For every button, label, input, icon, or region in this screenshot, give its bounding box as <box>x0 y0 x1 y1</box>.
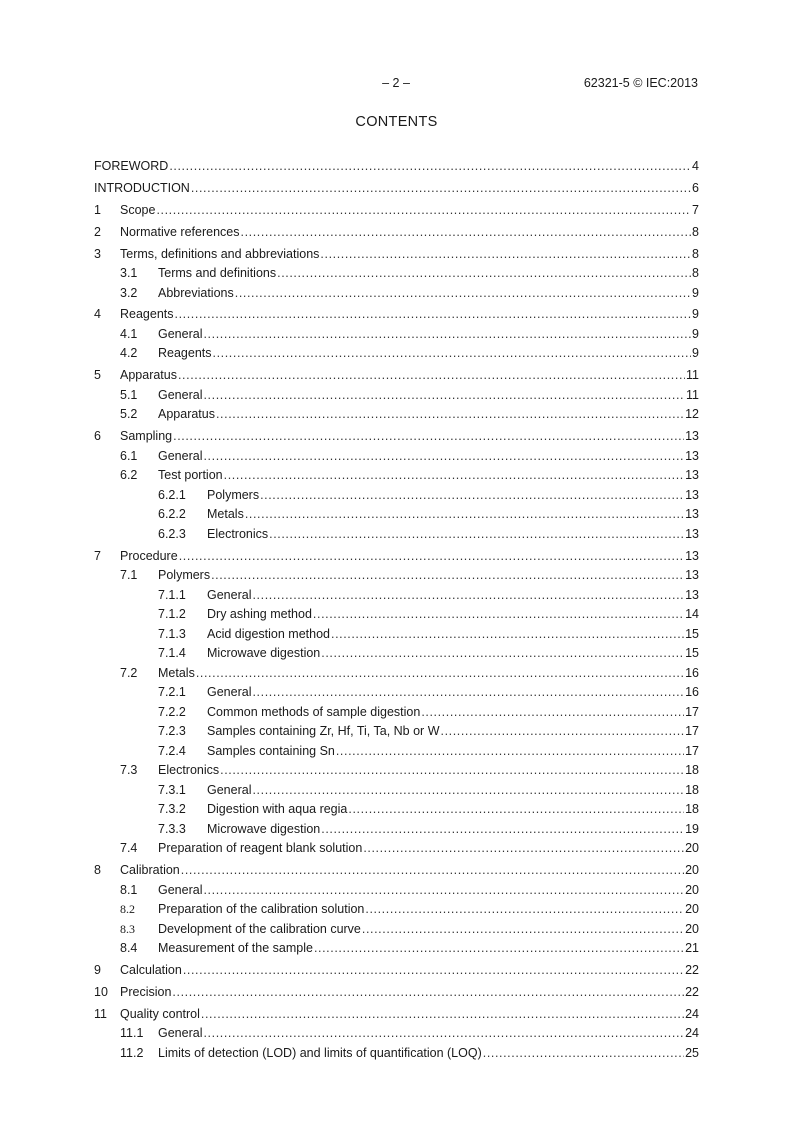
toc-dot-leader <box>179 547 684 567</box>
toc-entry-page: 7 <box>692 202 699 217</box>
toc-entry[interactable] <box>94 264 699 284</box>
toc-entry[interactable] <box>94 223 699 243</box>
toc-entry[interactable] <box>94 703 699 723</box>
toc-entry-title: INTRODUCTION <box>94 180 190 195</box>
toc-entry-page: 24 <box>685 1006 699 1021</box>
toc-entry[interactable] <box>94 625 699 645</box>
toc-entry-page: 20 <box>685 902 699 917</box>
toc-entry-title: Apparatus <box>158 407 215 422</box>
toc-entry-number: 4.2 <box>120 346 138 361</box>
toc-entry-title: Metals <box>207 507 244 522</box>
toc-entry-title: General <box>158 387 203 402</box>
toc-entry-page: 12 <box>685 407 699 422</box>
toc-entry[interactable] <box>94 722 699 742</box>
toc-entry-page: 9 <box>692 285 699 300</box>
toc-entry[interactable] <box>94 1044 699 1064</box>
toc-entry-page: 13 <box>685 468 699 483</box>
toc-entry-title: Abbreviations <box>158 285 234 300</box>
toc-entry-title: Sampling <box>120 429 173 444</box>
toc-entry[interactable] <box>94 386 699 406</box>
toc-entry-number: 6.2 <box>120 468 138 483</box>
toc-entry-number: 6.1 <box>120 448 138 463</box>
toc-entry-page: 11 <box>686 387 699 402</box>
toc-dot-leader <box>277 264 691 284</box>
toc-entry[interactable] <box>94 547 699 567</box>
toc-entry-number: 8.4 <box>120 941 138 956</box>
toc-entry-title: General <box>207 587 252 602</box>
toc-dot-leader <box>183 961 684 981</box>
toc-dot-leader <box>178 366 685 386</box>
toc-dot-leader <box>203 447 684 467</box>
toc-entry-page: 16 <box>685 685 699 700</box>
toc-entry[interactable] <box>94 586 699 606</box>
toc-entry-number: 7.1.2 <box>158 607 186 622</box>
toc-entry-page: 13 <box>685 487 699 502</box>
toc-entry-page: 8 <box>692 246 699 261</box>
toc-entry-number: 6.2.3 <box>158 526 186 541</box>
toc-entry-title: Samples containing Sn <box>207 743 335 758</box>
toc-entry[interactable] <box>94 644 699 664</box>
toc-entry[interactable] <box>94 683 699 703</box>
toc-entry-page: 8 <box>692 266 699 281</box>
toc-entry[interactable] <box>94 284 699 304</box>
toc-entry-title: General <box>158 1026 203 1041</box>
toc-entry-title: Limits of detection (LOD) and limits of quantification (LOQ) <box>158 1045 482 1060</box>
toc-entry-title: Preparation of reagent blank solution <box>158 841 363 856</box>
toc-dot-leader <box>203 325 691 345</box>
toc-entry[interactable] <box>94 405 699 425</box>
toc-dot-leader <box>252 586 684 606</box>
toc-entry[interactable] <box>94 1024 699 1044</box>
toc-entry-title: Metals <box>158 665 195 680</box>
toc-entry[interactable] <box>94 201 699 221</box>
toc-entry[interactable] <box>94 427 699 447</box>
toc-entry-number: 6.2.1 <box>158 487 186 502</box>
toc-entry-title: Terms and definitions <box>158 266 277 281</box>
toc-entry-number: 6 <box>94 429 101 444</box>
toc-entry-page: 22 <box>685 984 699 999</box>
toc-dot-leader <box>235 284 691 304</box>
toc-entry-number: 4 <box>94 307 101 322</box>
toc-entry-title: Scope <box>120 202 156 217</box>
toc-dot-leader <box>203 1024 684 1044</box>
toc-entry-number: 7 <box>94 548 101 563</box>
toc-entry-number: 11.1 <box>120 1026 144 1041</box>
toc-entry-page: 17 <box>685 743 699 758</box>
toc-entry-number: 10 <box>94 984 108 999</box>
toc-entry-title: Polymers <box>158 568 211 583</box>
toc-entry-number: 7.2.1 <box>158 685 186 700</box>
toc-entry[interactable] <box>94 366 699 386</box>
toc-entry-title: Reagents <box>158 346 212 361</box>
toc-entry[interactable] <box>94 525 699 545</box>
toc-entry[interactable] <box>94 447 699 467</box>
toc-entry-number: 7.4 <box>120 841 138 856</box>
toc-entry-page: 9 <box>692 307 699 322</box>
toc-dot-leader <box>220 761 684 781</box>
toc-entry[interactable] <box>94 245 699 265</box>
toc-entry[interactable] <box>94 742 699 762</box>
toc-dot-leader <box>441 722 685 742</box>
toc-dot-leader <box>213 344 692 364</box>
toc-entry[interactable] <box>94 983 699 1003</box>
toc-entry-number: 2 <box>94 224 101 239</box>
toc-entry-number: 3.1 <box>120 266 138 281</box>
toc-entry-title: Quality control <box>120 1006 200 1021</box>
toc-entry-number: 7.2.4 <box>158 743 186 758</box>
toc-entry-page: 13 <box>685 548 699 563</box>
toc-entry-title: Procedure <box>120 548 178 563</box>
toc-dot-leader <box>314 939 684 959</box>
toc-entry[interactable] <box>94 605 699 625</box>
toc-entry-title: Microwave digestion <box>207 646 321 661</box>
toc-entry-number: 7.1.1 <box>158 587 186 602</box>
toc-entry-title: Development of the calibration curve <box>158 921 361 936</box>
toc-entry-page: 9 <box>692 326 699 341</box>
toc-entry-page: 18 <box>685 782 699 797</box>
toc-entry-title: Terms, definitions and abbreviations <box>120 246 320 261</box>
toc-entry-title: Measurement of the sample <box>158 941 313 956</box>
toc-entry-number: 7.2.2 <box>158 704 186 719</box>
toc-entry-page: 17 <box>685 724 699 739</box>
toc-dot-leader <box>363 839 684 859</box>
toc-entry[interactable] <box>94 325 699 345</box>
toc-entry-number: 7.3 <box>120 763 138 778</box>
toc-entry-title: Common methods of sample digestion <box>207 704 421 719</box>
toc-entry-title: Test portion <box>158 468 223 483</box>
toc-entry-number: 7.3.1 <box>158 782 186 797</box>
toc-entry-page: 17 <box>685 704 699 719</box>
toc-entry-number: 5.1 <box>120 387 138 402</box>
toc-entry-page: 22 <box>685 962 699 977</box>
toc-entry-page: 16 <box>685 665 699 680</box>
toc-entry-title: Acid digestion method <box>207 626 330 641</box>
toc-entry-page: 11 <box>686 368 699 383</box>
toc-entry-page: 14 <box>685 607 699 622</box>
toc-entry-page: 20 <box>685 882 699 897</box>
toc-dot-leader <box>348 800 684 820</box>
toc-entry-title: Reagents <box>120 307 174 322</box>
toc-entry[interactable] <box>94 761 699 781</box>
toc-entry[interactable] <box>94 157 699 177</box>
toc-entry-page: 13 <box>685 429 699 444</box>
toc-entry-number: 7.1.4 <box>158 646 186 661</box>
toc-dot-leader <box>483 1044 684 1064</box>
toc-entry-number: 7.2.3 <box>158 724 186 739</box>
toc-entry[interactable] <box>94 900 699 920</box>
toc-entry-title: Electronics <box>158 763 220 778</box>
toc-dot-leader <box>362 920 684 940</box>
toc-entry-title: General <box>207 685 252 700</box>
toc-entry[interactable] <box>94 179 699 199</box>
toc-entry-number: 7.1 <box>120 568 138 583</box>
table-of-contents <box>94 157 699 1063</box>
toc-entry-page: 13 <box>685 507 699 522</box>
toc-entry[interactable] <box>94 820 699 840</box>
toc-entry[interactable] <box>94 1005 699 1025</box>
toc-dot-leader <box>203 881 684 901</box>
toc-entry-page: 25 <box>685 1045 699 1060</box>
toc-entry-number: 11 <box>94 1006 107 1021</box>
toc-entry-title: Calculation <box>120 962 182 977</box>
toc-dot-leader <box>211 566 684 586</box>
toc-dot-leader <box>175 305 692 325</box>
toc-entry-title: Precision <box>120 984 172 999</box>
toc-entry-page: 18 <box>685 763 699 778</box>
toc-dot-leader <box>224 466 684 486</box>
toc-entry[interactable] <box>94 466 699 486</box>
toc-entry-page: 21 <box>685 941 699 956</box>
toc-entry-page: 15 <box>685 626 699 641</box>
toc-entry[interactable] <box>94 486 699 506</box>
toc-entry-title: Polymers <box>207 487 260 502</box>
toc-dot-leader <box>196 664 684 684</box>
toc-dot-leader <box>331 625 684 645</box>
toc-dot-leader <box>421 703 684 723</box>
toc-entry-title: General <box>158 326 203 341</box>
toc-entry[interactable] <box>94 344 699 364</box>
toc-entry-page: 8 <box>692 224 699 239</box>
toc-entry-title: Microwave digestion <box>207 821 321 836</box>
toc-entry[interactable] <box>94 566 699 586</box>
toc-entry-number: 5.2 <box>120 407 138 422</box>
toc-entry-page: 13 <box>685 587 699 602</box>
contents-heading: CONTENTS <box>355 114 438 130</box>
toc-entry-title: General <box>158 882 203 897</box>
toc-dot-leader <box>169 157 691 177</box>
toc-entry[interactable] <box>94 781 699 801</box>
toc-entry-title: Samples containing Zr, Hf, Ti, Ta, Nb or W <box>207 724 440 739</box>
toc-entry[interactable] <box>94 664 699 684</box>
toc-dot-leader <box>203 386 685 406</box>
toc-entry-number: 8.2 <box>120 902 135 917</box>
toc-entry-number: 9 <box>94 962 101 977</box>
toc-entry-number: 3 <box>94 246 101 261</box>
toc-dot-leader <box>313 605 684 625</box>
toc-dot-leader <box>365 900 684 920</box>
toc-entry-number: 7.1.3 <box>158 626 186 641</box>
page-number: – 2 – <box>382 76 410 90</box>
toc-entry-page: 13 <box>685 526 699 541</box>
toc-dot-leader <box>173 427 684 447</box>
toc-entry-page: 18 <box>685 802 699 817</box>
toc-entry-number: 5 <box>94 368 101 383</box>
toc-entry[interactable] <box>94 505 699 525</box>
toc-entry-number: 4.1 <box>120 326 138 341</box>
toc-entry-number: 8.1 <box>120 882 138 897</box>
toc-entry[interactable] <box>94 920 699 940</box>
toc-dot-leader <box>172 983 684 1003</box>
toc-entry-page: 20 <box>685 863 699 878</box>
toc-dot-leader <box>181 861 684 881</box>
toc-entry-page: 13 <box>685 448 699 463</box>
toc-dot-leader <box>156 201 691 221</box>
toc-entry-number: 8 <box>94 863 101 878</box>
toc-dot-leader <box>320 245 691 265</box>
toc-entry[interactable] <box>94 305 699 325</box>
toc-dot-leader <box>252 781 684 801</box>
toc-dot-leader <box>321 820 684 840</box>
toc-entry-page: 13 <box>685 568 699 583</box>
toc-entry-page: 24 <box>685 1026 699 1041</box>
toc-dot-leader <box>245 505 684 525</box>
toc-entry-number: 6.2.2 <box>158 507 186 522</box>
toc-entry-title: Dry ashing method <box>207 607 312 622</box>
toc-entry-title: Normative references <box>120 224 240 239</box>
toc-entry-page: 6 <box>692 180 699 195</box>
toc-entry-number: 8.3 <box>120 921 135 936</box>
toc-entry[interactable] <box>94 961 699 981</box>
toc-entry-page: 19 <box>685 821 699 836</box>
toc-entry-title: General <box>207 782 252 797</box>
toc-entry[interactable] <box>94 861 699 881</box>
toc-entry-title: Calibration <box>120 863 180 878</box>
toc-entry[interactable] <box>94 839 699 859</box>
toc-entry[interactable] <box>94 800 699 820</box>
toc-dot-leader <box>336 742 684 762</box>
toc-entry[interactable] <box>94 881 699 901</box>
toc-entry-title: General <box>158 448 203 463</box>
toc-dot-leader <box>191 179 691 199</box>
toc-entry-title: Electronics <box>207 526 269 541</box>
toc-entry-title: Digestion with aqua regia <box>207 802 348 817</box>
toc-entry-number: 7.2 <box>120 665 138 680</box>
toc-entry-page: 20 <box>685 841 699 856</box>
toc-entry[interactable] <box>94 939 699 959</box>
toc-dot-leader <box>201 1005 684 1025</box>
toc-entry-title: FOREWORD <box>94 159 169 173</box>
toc-dot-leader <box>252 683 684 703</box>
toc-dot-leader <box>321 644 684 664</box>
toc-entry-page: 20 <box>685 921 699 936</box>
toc-entry-number: 7.3.3 <box>158 821 186 836</box>
toc-dot-leader <box>241 223 692 243</box>
toc-entry-title: Apparatus <box>120 368 177 383</box>
toc-entry-number: 7.3.2 <box>158 802 186 817</box>
toc-dot-leader <box>216 405 684 425</box>
toc-entry-number: 1 <box>94 202 101 217</box>
document-reference: 62321-5 © IEC:2013 <box>583 76 698 90</box>
toc-entry-page: 15 <box>685 646 699 661</box>
toc-dot-leader <box>269 525 684 545</box>
toc-entry-number: 11.2 <box>120 1045 144 1060</box>
toc-entry-title: Preparation of the calibration solution <box>158 902 365 917</box>
toc-entry-number: 3.2 <box>120 285 138 300</box>
toc-entry-page: 9 <box>692 346 699 361</box>
toc-entry-page: 4 <box>692 159 699 173</box>
toc-dot-leader <box>260 486 684 506</box>
